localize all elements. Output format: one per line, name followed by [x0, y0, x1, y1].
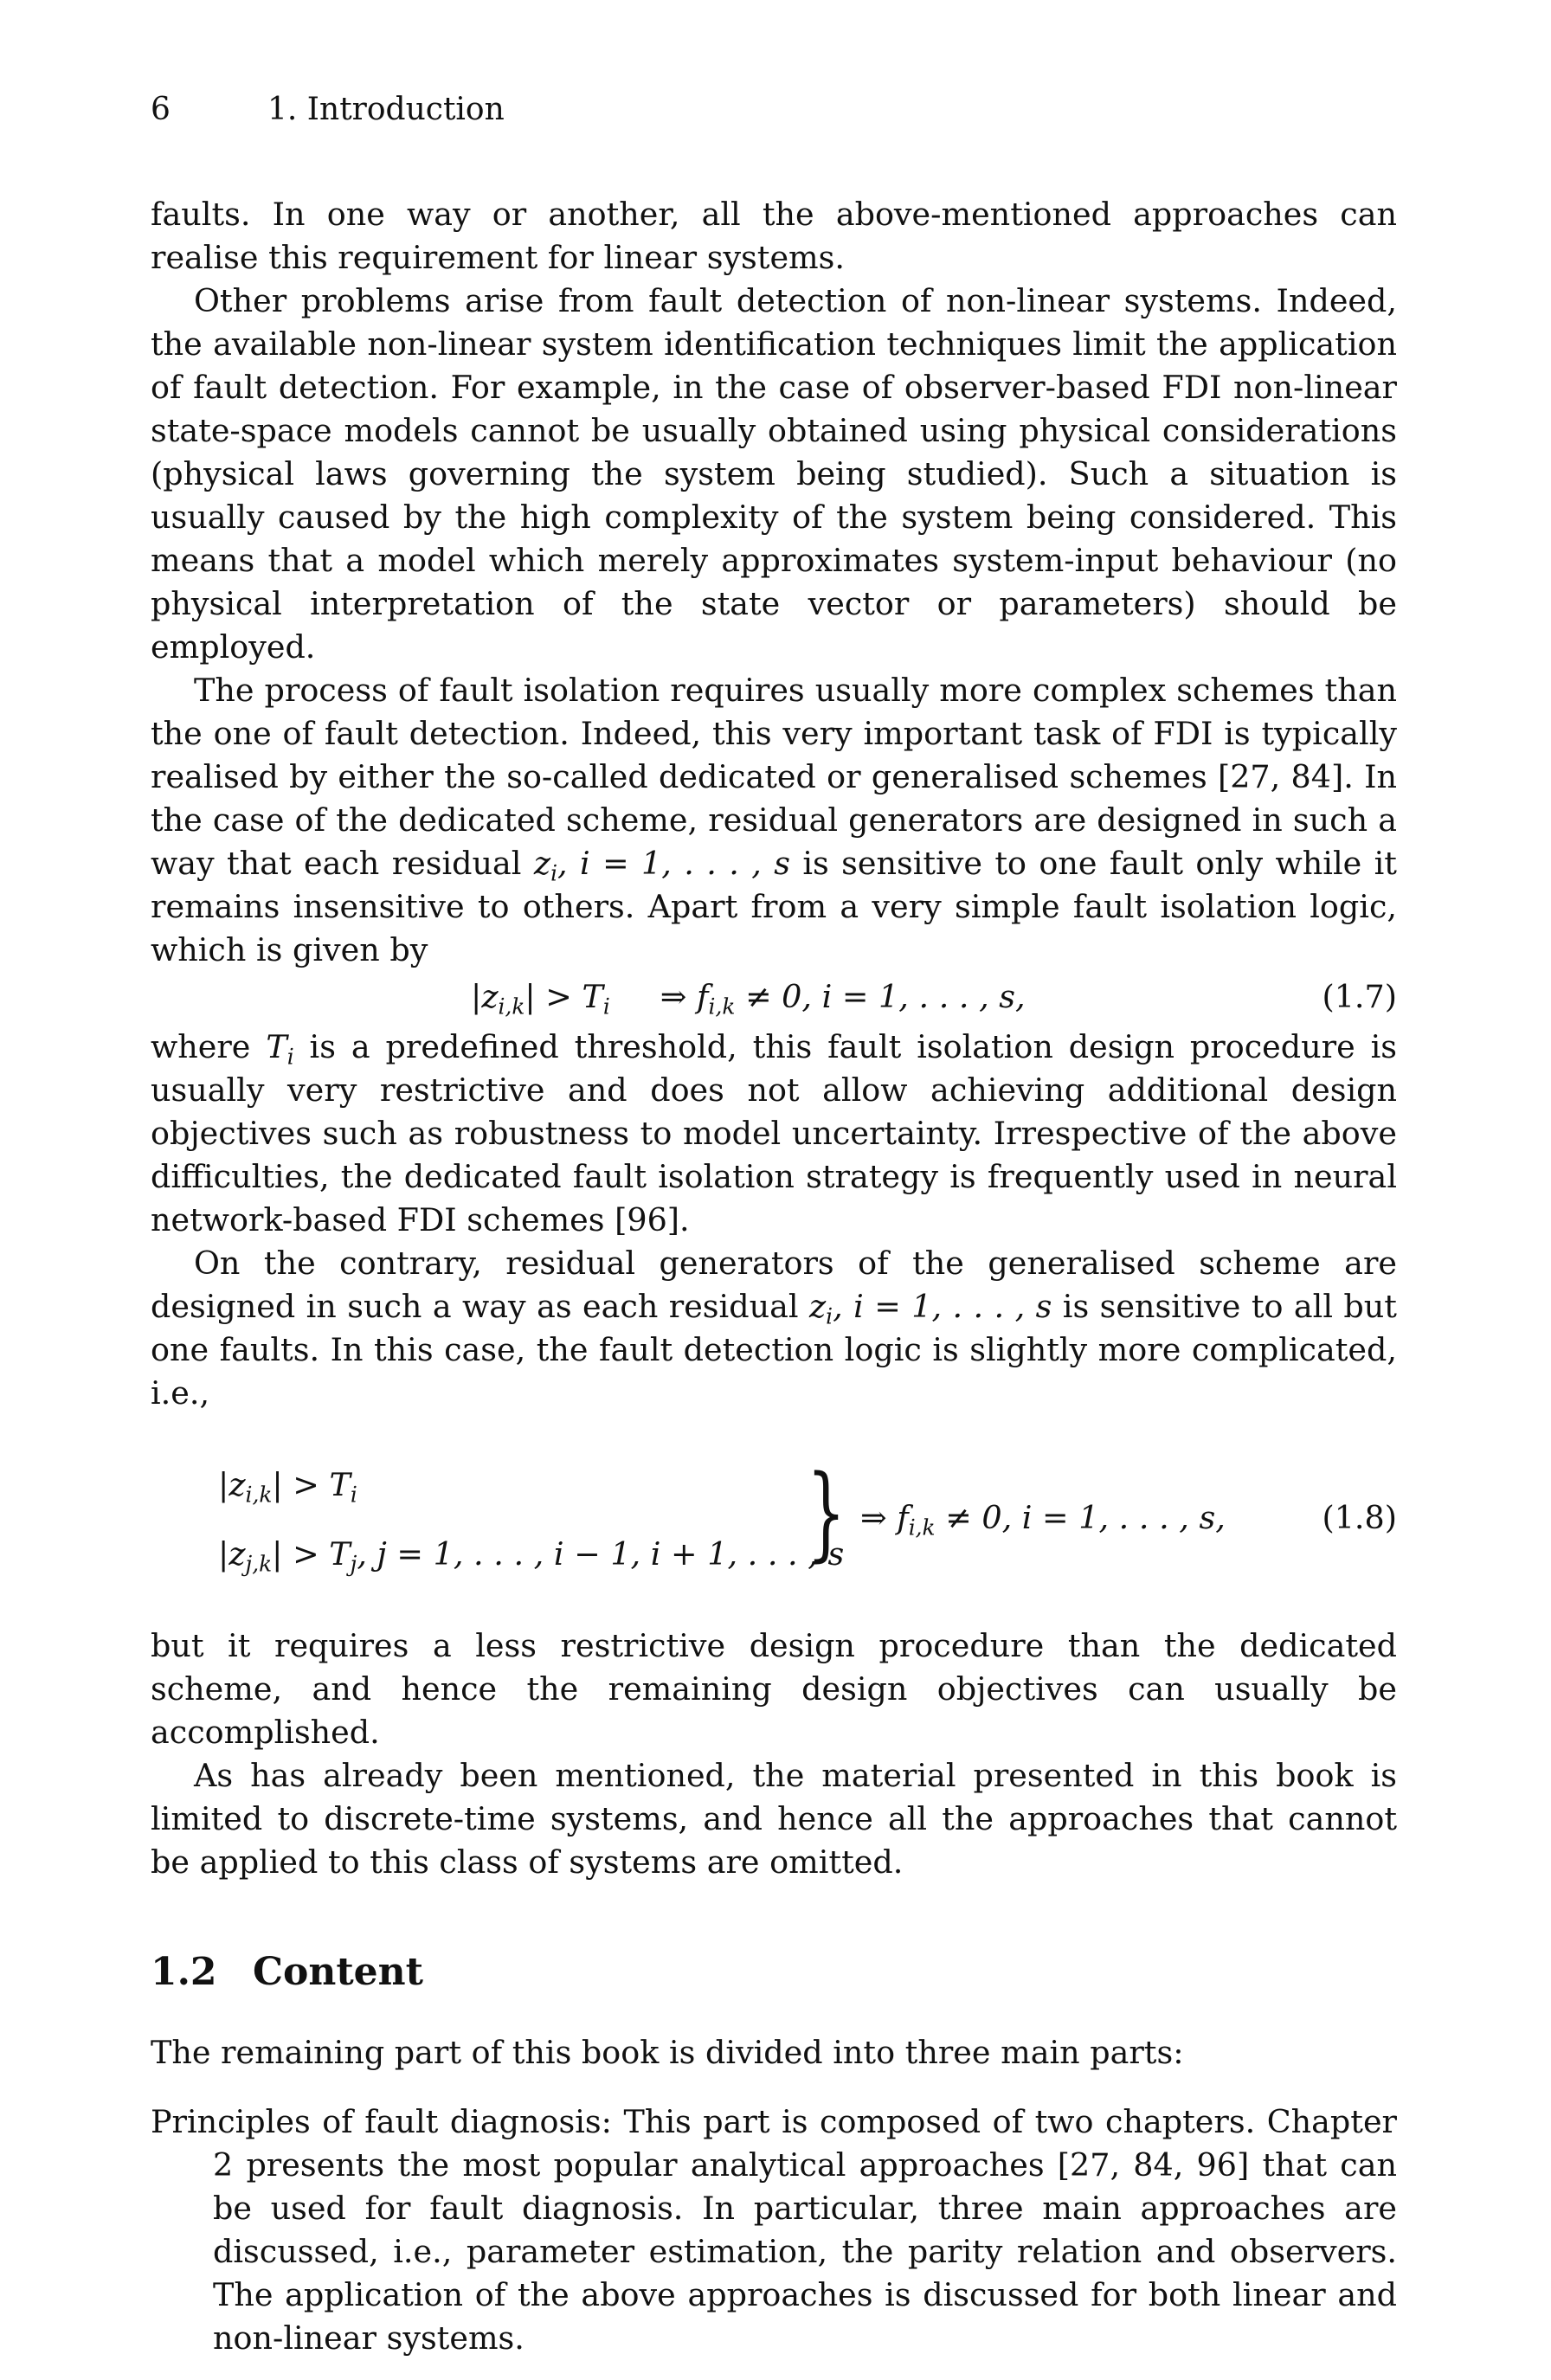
list-item-principles: Principles of fault diagnosis: This part is composed of two chapters. Chapter 2 presents the most popular analytical approaches [27, 84, 96] that can be used for fault diagnosis. In particular, three main approaches are discussed, i.e., parameter estimation, the parity relation and observers. The application of the above approaches is discussed for both linear and non-linear systems.	[151, 2103, 1397, 2357]
equation-1-8-line-2-condition: , j = 1, . . . , i − 1, i + 1, . . . , s	[357, 1535, 845, 1573]
chapter-title: 1. Introduction	[267, 92, 505, 127]
section-intro: The remaining part of this book is divided into three main parts:	[151, 2034, 1184, 2071]
residual-symbol-2: $z_i$	[808, 1288, 833, 1329]
equation-1-7-number: (1.7)	[1322, 978, 1397, 1015]
threshold-symbol: $T_i$	[266, 1028, 294, 1070]
paragraph-4-part-a: where	[151, 1028, 267, 1065]
section-title: Content	[253, 1950, 423, 1994]
threshold-letter: T	[266, 1028, 287, 1065]
paragraph-2: Other problems arise from fault detection of non-linear systems. Indeed, the available non-linear system identification techniques limit the application of fault detection. For example, in the case of observer-based FDI non-linear state-space models cannot be usually obtained using physical considerations (physical laws governing the system being studied). Such a situation is usually caused by the high complexity of the system being considered. This means that a model which merely approximates system-input behaviour (no physical interpretation of the state vector or parameters) should be employed.	[151, 282, 1397, 666]
equation-1-7-expression: $|z_{i,k}| > T_i$ ⇒ $f_{i,k} \ne 0$, i = 1, . . . , s,	[471, 978, 1026, 1020]
equation-1-8-rhs: ⇒ $f_{i,k} \ne 0$, i = 1, . . . , s,	[860, 1499, 1226, 1541]
book-page	[151, 91, 1397, 2360]
paragraph-1: faults. In one way or another, all the above-mentioned approaches can realise this requirement for linear systems.	[151, 196, 1397, 276]
equation-1-8-line-2-relation: | > T	[272, 1535, 351, 1573]
section-number: 1.2	[151, 1950, 217, 1994]
equation-1-8-line-1-relation: | > T	[272, 1466, 351, 1503]
equation-1-8-line-2: $|z_{j,k}| > T_j$, j = 1, . . . , i − 1, i + 1, . . . , s	[218, 1535, 845, 1577]
residual-index-range: , i = 1, . . . , s	[557, 845, 790, 882]
running-head	[151, 91, 1397, 129]
equation-1-7-fault: f	[697, 978, 709, 1015]
equation-1-8-condition: ≠ 0, i = 1, . . . , s,	[945, 1499, 1226, 1536]
paragraph-5	[151, 1242, 1397, 1415]
equation-1-8	[151, 1446, 1397, 1595]
paragraph-3-part-b: is sensitive to one fault only while it remains insensitive to others. Apart from a very simple fault isolation logic, which is given by	[151, 845, 1397, 968]
section-heading	[151, 1948, 1397, 1997]
paragraph-4	[151, 1026, 1397, 1242]
right-brace: }	[807, 1452, 846, 1572]
paragraph-3-part-a: The process of fault isolation requires usually more complex schemes than the one of fault detection. Indeed, this very important task of FDI is typically realised by either the so-called dedicated or generalised schemes [27, 84]. In the case of the dedicated scheme, residual generators are designed in such a way that each residual	[151, 672, 1397, 882]
page-number: 6	[151, 92, 171, 127]
residual-symbol: $z_i$	[533, 845, 558, 886]
paragraph-3	[151, 669, 1397, 972]
paragraph-6: but it requires a less restrictive design procedure than the dedicated scheme, and hence the remaining design objectives can usually be accomplished.	[151, 1627, 1397, 1751]
equation-1-8-line-1: $|z_{i,k}| > T_i$	[218, 1466, 357, 1508]
paragraph-4-part-b: is a predefined threshold, this fault isolation design procedure is usually very restrictive and does not allow achieving additional design objectives such as robustness to model uncertainty. Irrespective of the above difficulties, the dedicated fault isolation strategy is frequently used in neural network-based FDI schemes [96].	[151, 1028, 1397, 1238]
body-text	[151, 193, 1397, 2360]
equation-1-7	[151, 972, 1397, 1026]
paragraph-5-part-a: On the contrary, residual generators of the generalised scheme are designed in such a way as each residual	[151, 1245, 1397, 1325]
residual-index-range-2: , i = 1, . . . , s	[833, 1288, 1052, 1325]
equation-1-7-condition: ≠ 0, i = 1, . . . , s,	[744, 978, 1026, 1015]
equation-1-8-number: (1.8)	[1322, 1499, 1397, 1536]
paragraph-7: As has already been mentioned, the material presented in this book is limited to discrete-time systems, and hence all the approaches that cannot be applied to this class of systems are omitted.	[151, 1757, 1397, 1881]
paragraph-5-part-b: is sensitive to all but one faults. In this case, the fault detection logic is slightly more complicated, i.e.,	[151, 1288, 1397, 1412]
